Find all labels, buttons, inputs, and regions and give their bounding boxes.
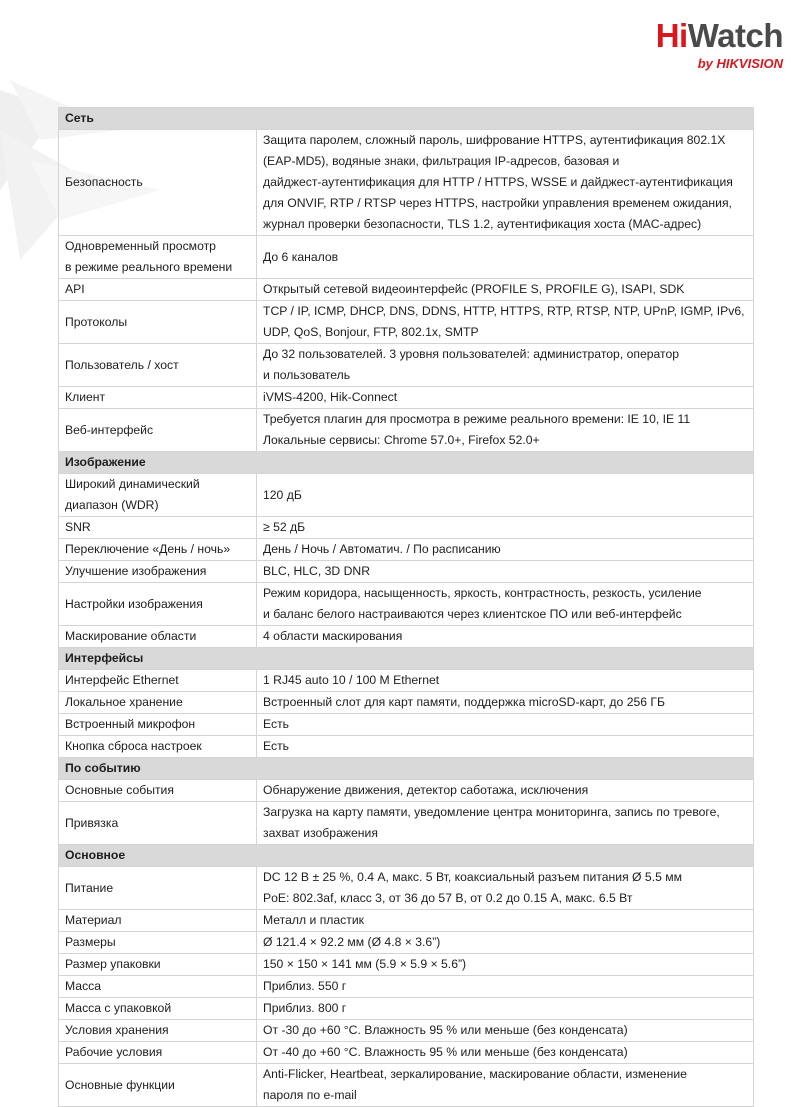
- spec-row: [59, 626, 754, 648]
- spec-value: Защита паролем, сложный пароль, шифрование HTTPS, аутентификация 802.1X (EAP-MD5), водяные знаки, фильтрация IP-адресов, базовая и дайджест-аутентификация для HTTP / HTTPS, WSSE и дайджест-аутентификация для ONVIF, RTP / RTSP через HTTPS, настройки управления временем ожидания, журнал проверки безопасности, TLS 1.2, аутентификация хоста (MAC-адрес): [257, 130, 754, 236]
- spec-label: Одновременный просмотр в режиме реального времени: [59, 236, 257, 279]
- spec-label: Настройки изображения: [59, 583, 257, 626]
- spec-label: Безопасность: [59, 130, 257, 236]
- spec-value: Загрузка на карту памяти, уведомление центра мониторинга, запись по тревоге, захват изображения: [257, 802, 754, 845]
- spec-row: [59, 539, 754, 561]
- spec-row: [59, 517, 754, 539]
- spec-value: Открытый сетевой видеоинтерфейс (PROFILE S, PROFILE G), ISAPI, SDK: [257, 279, 754, 301]
- spec-row: [59, 1064, 754, 1107]
- spec-row: [59, 561, 754, 583]
- spec-label: Основные события: [59, 780, 257, 802]
- spec-value: До 32 пользователей. 3 уровня пользователей: администратор, оператор и пользователь: [257, 344, 754, 387]
- spec-value: TCP / IP, ICMP, DHCP, DNS, DDNS, HTTP, HTTPS, RTP, RTSP, NTP, UPnP, IGMP, IPv6, UDP, QoS, Bonjour, FTP, 802.1x, SMTP: [257, 301, 754, 344]
- spec-row: [59, 344, 754, 387]
- spec-label: Широкий динамический диапазон (WDR): [59, 474, 257, 517]
- spec-label: Материал: [59, 910, 257, 932]
- spec-label: SNR: [59, 517, 257, 539]
- spec-label: Клиент: [59, 387, 257, 409]
- spec-label: Веб-интерфейс: [59, 409, 257, 452]
- section-header: [59, 845, 754, 867]
- spec-row: [59, 670, 754, 692]
- section-title: По событию: [59, 758, 754, 780]
- spec-label: Протоколы: [59, 301, 257, 344]
- spec-label: Привязка: [59, 802, 257, 845]
- spec-row: [59, 387, 754, 409]
- logo-sub: by HIKVISION: [697, 56, 783, 71]
- spec-row: [59, 736, 754, 758]
- spec-value: Приблиз. 800 г: [257, 998, 754, 1020]
- spec-value: День / Ночь / Автоматич. / По расписанию: [257, 539, 754, 561]
- section-title: Сеть: [59, 108, 754, 130]
- spec-row: [59, 474, 754, 517]
- spec-value: Есть: [257, 736, 754, 758]
- spec-row: [59, 236, 754, 279]
- spec-label: Переключение «День / ночь»: [59, 539, 257, 561]
- spec-row: [59, 802, 754, 845]
- spec-label: Размеры: [59, 932, 257, 954]
- spec-label: Кнопка сброса настроек: [59, 736, 257, 758]
- spec-value: Обнаружение движения, детектор саботажа, исключения: [257, 780, 754, 802]
- spec-value: Ø 121.4 × 92.2 мм (Ø 4.8 × 3.6”): [257, 932, 754, 954]
- spec-label: Масса: [59, 976, 257, 998]
- spec-row: [59, 130, 754, 236]
- section-header: [59, 452, 754, 474]
- spec-value: От -40 до +60 °С. Влажность 95 % или меньше (без конденсата): [257, 1042, 754, 1064]
- spec-label: Локальное хранение: [59, 692, 257, 714]
- spec-value: Anti-Flicker, Heartbeat, зеркалирование, маскирование области, изменение пароля по e-mail: [257, 1064, 754, 1107]
- spec-value: 4 области маскирования: [257, 626, 754, 648]
- spec-label: Маскирование области: [59, 626, 257, 648]
- spec-row: [59, 1042, 754, 1064]
- spec-row: [59, 301, 754, 344]
- spec-label: Пользователь / хост: [59, 344, 257, 387]
- spec-value: 150 × 150 × 141 мм (5.9 × 5.9 × 5.6”): [257, 954, 754, 976]
- section-title: Изображение: [59, 452, 754, 474]
- spec-row: [59, 1020, 754, 1042]
- spec-value: Встроенный слот для карт памяти, поддержка microSD-карт, до 256 ГБ: [257, 692, 754, 714]
- spec-value: BLC, HLC, 3D DNR: [257, 561, 754, 583]
- spec-label: Улучшение изображения: [59, 561, 257, 583]
- spec-value: 1 RJ45 auto 10 / 100 M Ethernet: [257, 670, 754, 692]
- spec-row: [59, 583, 754, 626]
- spec-table: [58, 107, 754, 1107]
- spec-value: 120 дБ: [257, 474, 754, 517]
- spec-label: Питание: [59, 867, 257, 910]
- spec-value: DC 12 В ± 25 %, 0.4 А, макс. 5 Вт, коаксиальный разъем питания Ø 5.5 мм PoE: 802.3af, класс 3, от 36 до 57 В, от 0.2 до 0.15 А, макс. 6.5 Вт: [257, 867, 754, 910]
- spec-value: Металл и пластик: [257, 910, 754, 932]
- spec-row: [59, 976, 754, 998]
- spec-row: [59, 714, 754, 736]
- section-header: [59, 758, 754, 780]
- spec-value: Приблиз. 550 г: [257, 976, 754, 998]
- spec-label: Условия хранения: [59, 1020, 257, 1042]
- spec-row: [59, 910, 754, 932]
- spec-label: Интерфейс Ethernet: [59, 670, 257, 692]
- spec-label: Размер упаковки: [59, 954, 257, 976]
- section-header: [59, 648, 754, 670]
- spec-label: Рабочие условия: [59, 1042, 257, 1064]
- spec-row: [59, 780, 754, 802]
- logo-brand: HiWatch: [655, 17, 783, 54]
- spec-row: [59, 954, 754, 976]
- spec-row: [59, 932, 754, 954]
- spec-value: Есть: [257, 714, 754, 736]
- hiwatch-logo: [656, 18, 783, 72]
- spec-row: [59, 692, 754, 714]
- spec-value: ≥ 52 дБ: [257, 517, 754, 539]
- spec-value: Режим коридора, насыщенность, яркость, контрастность, резкость, усиление и баланс белого настраиваются через клиентское ПО или веб-интерфейс: [257, 583, 754, 626]
- spec-label: Основные функции: [59, 1064, 257, 1107]
- spec-row: [59, 867, 754, 910]
- spec-value: Требуется плагин для просмотра в режиме реального времени: IE 10, IE 11 Локальные сервисы: Chrome 57.0+, Firefox 52.0+: [257, 409, 754, 452]
- spec-value: От -30 до +60 °С. Влажность 95 % или меньше (без конденсата): [257, 1020, 754, 1042]
- spec-row: [59, 279, 754, 301]
- section-header: [59, 108, 754, 130]
- spec-value: iVMS-4200, Hik-Connect: [257, 387, 754, 409]
- spec-label: API: [59, 279, 257, 301]
- spec-value: До 6 каналов: [257, 236, 754, 279]
- section-title: Основное: [59, 845, 754, 867]
- spec-label: Встроенный микрофон: [59, 714, 257, 736]
- spec-row: [59, 409, 754, 452]
- section-title: Интерфейсы: [59, 648, 754, 670]
- spec-row: [59, 998, 754, 1020]
- spec-label: Масса с упаковкой: [59, 998, 257, 1020]
